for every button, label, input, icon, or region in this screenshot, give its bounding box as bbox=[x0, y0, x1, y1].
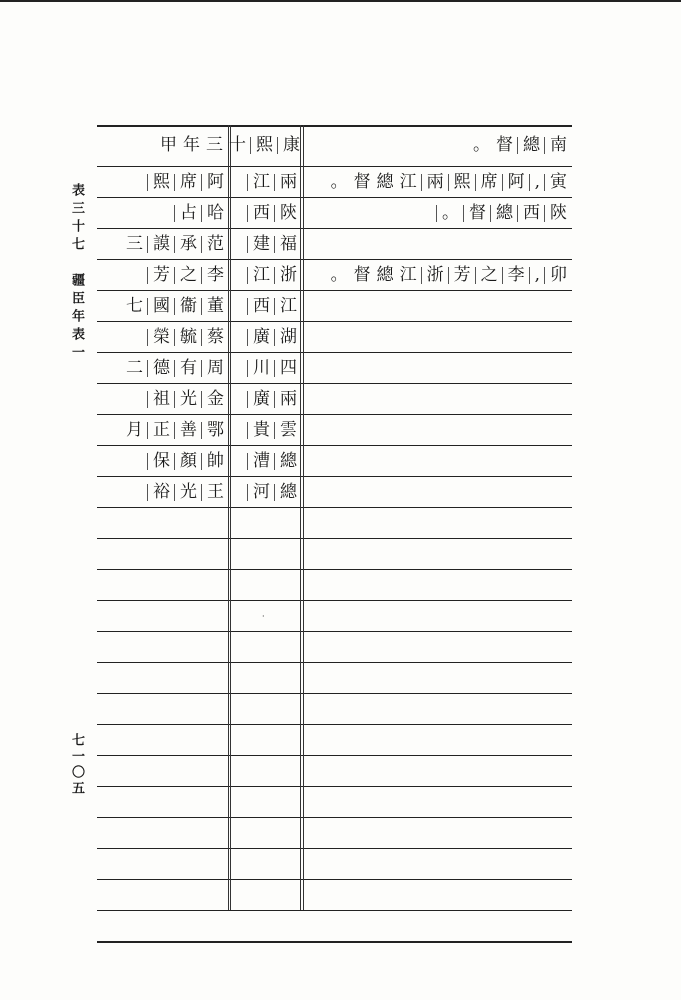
row-rule bbox=[97, 786, 572, 787]
running-title: 表三十七 疆臣年表一 bbox=[69, 183, 84, 363]
row-rule bbox=[97, 879, 572, 880]
row-rule bbox=[97, 941, 572, 943]
page-number: 七一〇五 bbox=[69, 733, 84, 797]
row-rule bbox=[97, 125, 572, 127]
row-name: 李 之 芳 bbox=[143, 266, 224, 284]
row-rule bbox=[97, 445, 572, 446]
row-region: 江 西 bbox=[243, 297, 297, 315]
header-year: 康 熙 十 三 年 甲 bbox=[160, 135, 300, 155]
row-name: 鄂 善 正 月 bbox=[126, 420, 224, 440]
official-table bbox=[97, 125, 572, 910]
row-rule bbox=[97, 910, 572, 911]
row-region: 雲 貴 bbox=[243, 421, 297, 439]
row-region: 福 建 bbox=[243, 235, 297, 253]
row-name: 范 承 謨 三 bbox=[126, 234, 224, 254]
column-rule bbox=[228, 125, 229, 910]
row-rule bbox=[97, 848, 572, 849]
row-name: 王 光 裕 bbox=[143, 483, 224, 501]
page-top-rule bbox=[0, 0, 681, 2]
row-rule bbox=[97, 352, 572, 353]
row-rule bbox=[97, 259, 572, 260]
row-rule bbox=[97, 538, 572, 539]
row-name: 金 光 祖 bbox=[143, 390, 224, 408]
row-note: 陝 西 總 督 。 bbox=[432, 204, 567, 222]
row-name: 蔡 毓 榮 bbox=[143, 328, 224, 346]
row-region: 四 川 bbox=[243, 359, 297, 377]
row-rule bbox=[97, 290, 572, 291]
row-rule bbox=[97, 166, 572, 167]
row-rule bbox=[97, 755, 572, 756]
row-name: 董 衞 國 七 bbox=[126, 296, 224, 316]
row-rule bbox=[97, 228, 572, 229]
row-region: 湖 廣 bbox=[243, 328, 297, 346]
row-region: 兩 廣 bbox=[243, 390, 297, 408]
row-rule bbox=[97, 724, 572, 725]
row-rule bbox=[97, 197, 572, 198]
column-rule bbox=[230, 125, 231, 910]
row-name: 阿 席 熙 bbox=[143, 173, 224, 191]
row-region: 總 河 bbox=[243, 483, 297, 501]
row-rule bbox=[97, 600, 572, 601]
row-rule bbox=[97, 631, 572, 632]
row-note: 卯 , 李 之 芳 浙 江 總 督 。 bbox=[330, 265, 567, 285]
row-rule bbox=[97, 414, 572, 415]
row-region: 兩 江 bbox=[243, 173, 297, 191]
row-name: 周 有 德 二 bbox=[126, 358, 224, 378]
row-note: 寅 , 阿 席 熙 兩 江 總 督 。 bbox=[330, 172, 567, 192]
row-rule bbox=[97, 383, 572, 384]
row-rule bbox=[97, 693, 572, 694]
row-rule bbox=[97, 321, 572, 322]
row-region: 浙 江 bbox=[243, 266, 297, 284]
row-name: 帥 顏 保 bbox=[143, 452, 224, 470]
row-rule bbox=[97, 507, 572, 508]
header-office: 南 總 督 。 bbox=[473, 135, 567, 155]
column-rule bbox=[303, 125, 304, 910]
row-region: 總 漕 bbox=[243, 452, 297, 470]
ink-speck: · bbox=[262, 612, 265, 621]
column-rule bbox=[300, 125, 301, 910]
row-name: 哈 占 bbox=[170, 204, 224, 222]
row-rule bbox=[97, 662, 572, 663]
row-rule bbox=[97, 569, 572, 570]
row-region: 陝 西 bbox=[243, 204, 297, 222]
row-rule bbox=[97, 476, 572, 477]
row-rule bbox=[97, 817, 572, 818]
